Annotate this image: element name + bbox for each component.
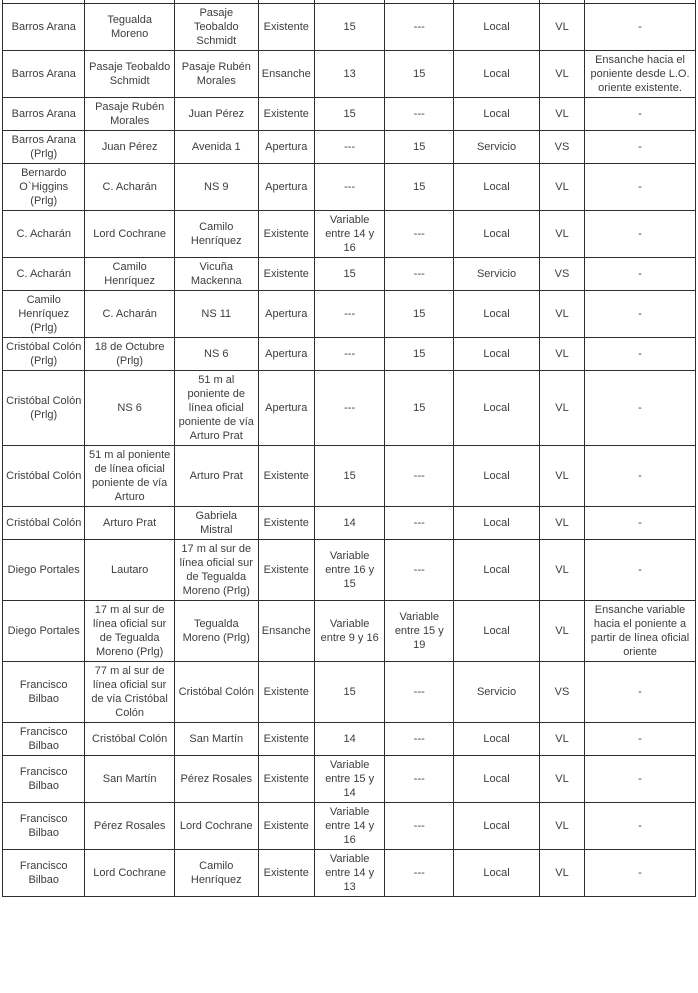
table-cell: Francisco Bilbao: [3, 803, 85, 850]
table-cell: 13: [314, 51, 385, 98]
table-cell: Local: [454, 540, 540, 601]
table-cell: Cristóbal Colón: [3, 446, 85, 507]
table-cell: VL: [540, 756, 585, 803]
table-cell: Francisco Bilbao: [3, 662, 85, 723]
table-cell: Juan Pérez: [85, 131, 174, 164]
table-cell: 15: [385, 371, 454, 446]
table-cell: Variable entre 14 y 16: [314, 211, 385, 258]
table-cell: VL: [540, 803, 585, 850]
table-cell: ---: [385, 803, 454, 850]
table-cell: VL: [540, 98, 585, 131]
table-cell: Vicuña Mackenna: [174, 258, 258, 291]
table-cell: Lord Cochrane: [85, 211, 174, 258]
table-cell: 17 m al sur de línea oficial sur de Tegualda Moreno (Prlg): [85, 601, 174, 662]
table-cell: 17 m al sur de línea oficial sur de Tegualda Moreno (Prlg): [174, 540, 258, 601]
table-cell: Local: [454, 211, 540, 258]
table-cell: Arturo Prat: [85, 507, 174, 540]
table-cell: -: [585, 98, 696, 131]
table-cell: VL: [540, 850, 585, 897]
table-cell: Existente: [258, 507, 314, 540]
table-cell: -: [585, 723, 696, 756]
table-cell: Lord Cochrane: [174, 803, 258, 850]
table-cell: Ensanche: [258, 601, 314, 662]
table-row: [3, 601, 696, 662]
table-cell: -: [585, 258, 696, 291]
table-cell: Diego Portales: [3, 540, 85, 601]
table-cell: San Martín: [85, 756, 174, 803]
table-cell: 15: [385, 291, 454, 338]
table-body: [3, 0, 696, 897]
table-cell: Local: [454, 338, 540, 371]
table-cell: Existente: [258, 211, 314, 258]
table-cell: NS 6: [85, 371, 174, 446]
table-cell: -: [585, 662, 696, 723]
table-cell: Local: [454, 371, 540, 446]
table-cell: ---: [385, 507, 454, 540]
table-cell: Cristóbal Colón (Prlg): [3, 338, 85, 371]
table-cell: ---: [385, 98, 454, 131]
table-cell: ---: [385, 211, 454, 258]
table-cell: Local: [454, 723, 540, 756]
table-cell: VL: [540, 291, 585, 338]
table-cell: Apertura: [258, 291, 314, 338]
table-cell: ---: [314, 371, 385, 446]
table-cell: Cristóbal Colón: [3, 507, 85, 540]
table-cell: -: [585, 164, 696, 211]
roads-table: [2, 0, 696, 897]
table-row: [3, 291, 696, 338]
table-cell: -: [585, 4, 696, 51]
table-cell: VL: [540, 540, 585, 601]
table-cell: Existente: [258, 258, 314, 291]
table-cell: 15: [385, 164, 454, 211]
table-cell: Existente: [258, 850, 314, 897]
table-cell: C. Acharán: [3, 258, 85, 291]
table-cell: Pérez Rosales: [174, 756, 258, 803]
table-row: [3, 850, 696, 897]
table-cell: Ensanche variable hacia el poniente a partir de línea oficial oriente: [585, 601, 696, 662]
table-cell: Pasaje Teobaldo Schmidt: [174, 4, 258, 51]
table-cell: Ensanche: [258, 51, 314, 98]
table-row: [3, 723, 696, 756]
table-cell: Pasaje Rubén Morales: [174, 51, 258, 98]
table-cell: Camilo Henríquez: [174, 850, 258, 897]
table-cell: -: [585, 338, 696, 371]
table-cell: Cristóbal Colón: [85, 723, 174, 756]
table-row: [3, 371, 696, 446]
table-cell: Variable entre 15 y 14: [314, 756, 385, 803]
table-cell: -: [585, 371, 696, 446]
table-row: [3, 338, 696, 371]
table-cell: 15: [314, 446, 385, 507]
table-cell: VL: [540, 4, 585, 51]
table-cell: VL: [540, 164, 585, 211]
table-cell: Local: [454, 291, 540, 338]
table-cell: C. Acharán: [85, 164, 174, 211]
table-cell: 51 m al poniente de línea oficial poniente de vía Arturo Prat: [174, 371, 258, 446]
table-cell: VL: [540, 507, 585, 540]
table-row: [3, 540, 696, 601]
table-cell: Existente: [258, 98, 314, 131]
table-cell: ---: [385, 662, 454, 723]
table-cell: VL: [540, 446, 585, 507]
table-cell: Local: [454, 507, 540, 540]
table-cell: Barros Arana: [3, 51, 85, 98]
table-cell: 14: [314, 507, 385, 540]
table-cell: ---: [314, 291, 385, 338]
table-cell: C. Acharán: [3, 211, 85, 258]
table-cell: -: [585, 131, 696, 164]
table-cell: Diego Portales: [3, 601, 85, 662]
table-cell: Local: [454, 803, 540, 850]
table-cell: Cristóbal Colón: [174, 662, 258, 723]
table-cell: ---: [385, 540, 454, 601]
table-cell: VL: [540, 371, 585, 446]
table-cell: -: [585, 756, 696, 803]
table-row: [3, 131, 696, 164]
table-cell: Tegualda Moreno (Prlg): [174, 601, 258, 662]
table-cell: Francisco Bilbao: [3, 723, 85, 756]
table-row: [3, 211, 696, 258]
table-cell: ---: [314, 164, 385, 211]
table-row: [3, 803, 696, 850]
table-cell: ---: [385, 756, 454, 803]
table-row: [3, 51, 696, 98]
table-cell: Cristóbal Colón (Prlg): [3, 371, 85, 446]
table-cell: NS 6: [174, 338, 258, 371]
table-cell: ---: [314, 131, 385, 164]
table-cell: NS 9: [174, 164, 258, 211]
table-cell: Tegualda Moreno: [85, 4, 174, 51]
table-cell: San Martín: [174, 723, 258, 756]
table-cell: Local: [454, 51, 540, 98]
table-cell: -: [585, 540, 696, 601]
table-cell: Lord Cochrane: [85, 850, 174, 897]
table-cell: 15: [385, 338, 454, 371]
table-row: [3, 98, 696, 131]
table-cell: Francisco Bilbao: [3, 850, 85, 897]
table-cell: Juan Pérez: [174, 98, 258, 131]
table-cell: Francisco Bilbao: [3, 756, 85, 803]
table-cell: Local: [454, 98, 540, 131]
table-cell: Variable entre 15 y 19: [385, 601, 454, 662]
table-cell: VS: [540, 258, 585, 291]
table-cell: Camilo Henríquez: [85, 258, 174, 291]
table-cell: -: [585, 850, 696, 897]
table-cell: Pasaje Rubén Morales: [85, 98, 174, 131]
table-cell: 77 m al sur de línea oficial sur de vía Cristóbal Colón: [85, 662, 174, 723]
table-cell: Local: [454, 4, 540, 51]
table-cell: Apertura: [258, 371, 314, 446]
table-row: [3, 507, 696, 540]
table-cell: Variable entre 14 y 13: [314, 850, 385, 897]
table-cell: Ensanche hacia el poniente desde L.O. oriente existente.: [585, 51, 696, 98]
table-cell: Pérez Rosales: [85, 803, 174, 850]
table-cell: Existente: [258, 756, 314, 803]
table-cell: 15: [314, 4, 385, 51]
table-cell: -: [585, 446, 696, 507]
table-cell: Variable entre 16 y 15: [314, 540, 385, 601]
table-cell: Local: [454, 756, 540, 803]
table-cell: Bernardo O`Higgins (Prlg): [3, 164, 85, 211]
table-row: [3, 4, 696, 51]
table-cell: 18 de Octubre (Prlg): [85, 338, 174, 371]
table-cell: Variable entre 9 y 16: [314, 601, 385, 662]
table-cell: 15: [385, 131, 454, 164]
table-cell: Arturo Prat: [174, 446, 258, 507]
table-cell: VS: [540, 662, 585, 723]
table-cell: Gabriela Mistral: [174, 507, 258, 540]
table-cell: Servicio: [454, 662, 540, 723]
table-cell: 15: [314, 662, 385, 723]
table-cell: Existente: [258, 446, 314, 507]
table-cell: ---: [385, 258, 454, 291]
table-cell: Variable entre 14 y 16: [314, 803, 385, 850]
table-cell: Lautaro: [85, 540, 174, 601]
table-cell: Existente: [258, 723, 314, 756]
table-cell: Pasaje Teobaldo Schmidt: [85, 51, 174, 98]
table-cell: NS 11: [174, 291, 258, 338]
table-cell: VL: [540, 338, 585, 371]
table-cell: ---: [385, 4, 454, 51]
table-cell: Avenida 1: [174, 131, 258, 164]
table-cell: Apertura: [258, 338, 314, 371]
table-cell: Existente: [258, 803, 314, 850]
table-cell: -: [585, 507, 696, 540]
table-cell: Barros Arana: [3, 98, 85, 131]
table-cell: Apertura: [258, 131, 314, 164]
table-cell: Existente: [258, 662, 314, 723]
table-cell: ---: [385, 850, 454, 897]
table-cell: Local: [454, 850, 540, 897]
table-cell: VS: [540, 131, 585, 164]
table-cell: 51 m al poniente de línea oficial poniente de vía Arturo: [85, 446, 174, 507]
table-cell: C. Acharán: [85, 291, 174, 338]
table-cell: Local: [454, 601, 540, 662]
table-cell: Servicio: [454, 131, 540, 164]
table-cell: ---: [385, 723, 454, 756]
table-cell: VL: [540, 211, 585, 258]
table-cell: Barros Arana: [3, 4, 85, 51]
table-cell: Camilo Henríquez (Prlg): [3, 291, 85, 338]
table-row: [3, 756, 696, 803]
table-cell: Apertura: [258, 164, 314, 211]
table-cell: 14: [314, 723, 385, 756]
table-cell: Servicio: [454, 258, 540, 291]
table-cell: ---: [314, 338, 385, 371]
table-cell: ---: [385, 446, 454, 507]
table-cell: -: [585, 211, 696, 258]
table-cell: Local: [454, 164, 540, 211]
table-cell: Camilo Henríquez: [174, 211, 258, 258]
table-row: [3, 258, 696, 291]
table-cell: 15: [385, 51, 454, 98]
table-row: [3, 446, 696, 507]
table-cell: VL: [540, 601, 585, 662]
table-cell: Barros Arana (Prlg): [3, 131, 85, 164]
table-cell: 15: [314, 98, 385, 131]
table-cell: Existente: [258, 540, 314, 601]
table-row: [3, 662, 696, 723]
table-cell: 15: [314, 258, 385, 291]
table-row: [3, 164, 696, 211]
table-cell: Existente: [258, 4, 314, 51]
table-cell: VL: [540, 723, 585, 756]
table-cell: -: [585, 803, 696, 850]
table-cell: Local: [454, 446, 540, 507]
table-cell: VL: [540, 51, 585, 98]
table-cell: -: [585, 291, 696, 338]
